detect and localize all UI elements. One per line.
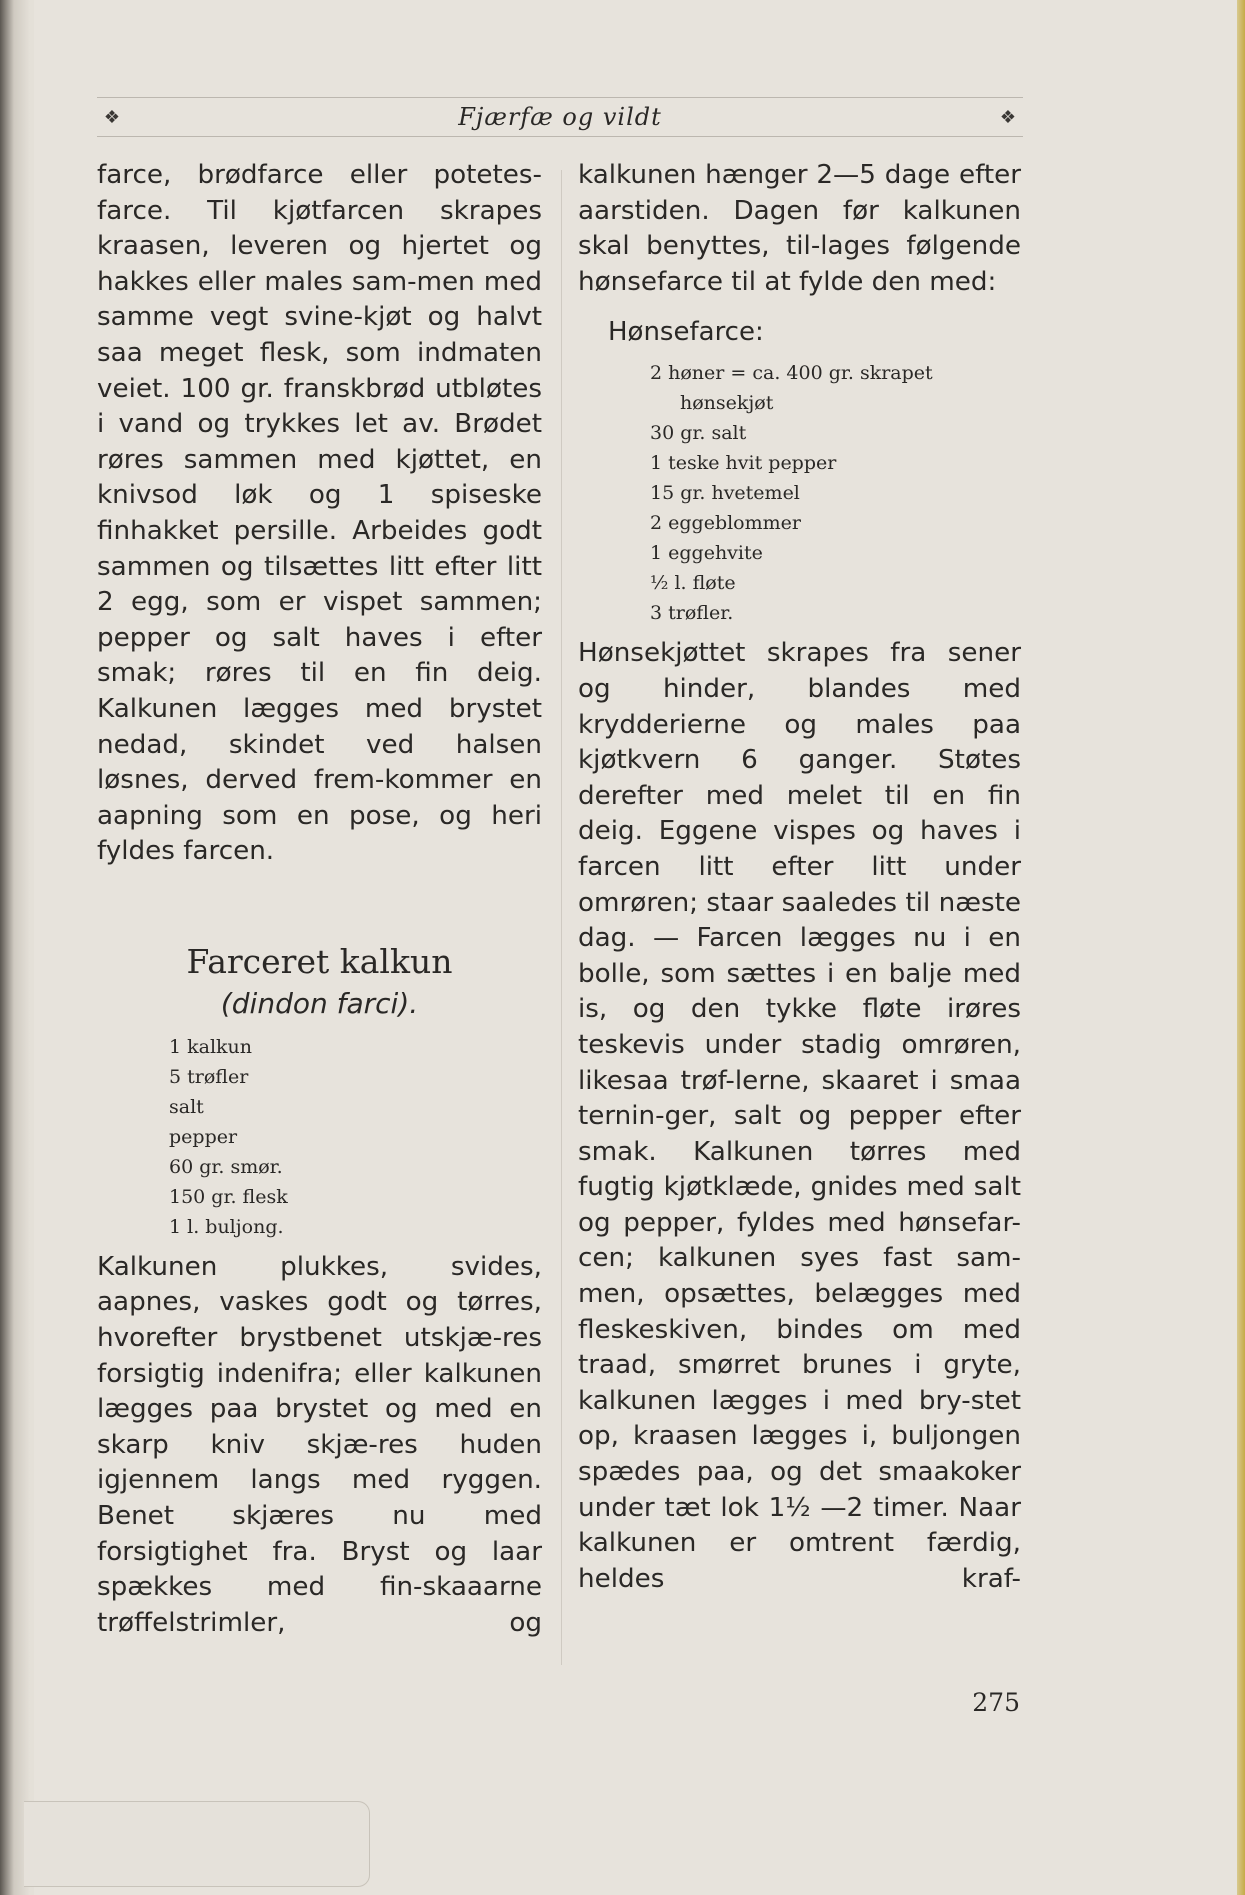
list-item: 60 gr. smør.	[169, 1155, 283, 1178]
list-item: salt	[169, 1095, 204, 1118]
book-binding-edge	[0, 0, 34, 1895]
list-item: 150 gr. flesk	[169, 1185, 288, 1208]
page-gilt-edge	[1237, 0, 1245, 1895]
list-item: 1 l. buljong.	[169, 1215, 284, 1238]
list-item: hønsekjøt	[680, 392, 774, 415]
list-item: 2 høner = ca. 400 gr. skrapet	[650, 362, 933, 385]
list-item: 1 kalkun	[169, 1035, 253, 1058]
ornament-right-icon: ❖	[999, 106, 1017, 128]
ingredient-list	[97, 1032, 542, 1242]
ornament-left-icon: ❖	[103, 106, 121, 128]
intro-paragraph: farce, brødfarce eller potetes-farce. Til kjøtfarcen skrapes kraasen, leveren og hjertet og hakkes eller males sam-men med samme vegt svine-kjøt og halvt saa meget flesk, som indmaten veiet. 100 gr. franskbrød utbløtes i vand og trykkes let av. Brødet røres sammen med kjøttet, en knivsod løk og 1 spiseske finhakket persille. Arbeides godt sammen og tilsættes litt efter litt 2 egg, som er vispet sammen; pepper og salt haves i efter smak; røres til en fin deig. Kalkunen lægges med brystet nedad, skindet ved halsen løsnes, derved frem-kommer en aapning som en pose, og heri fyldes farcen.	[97, 160, 542, 867]
list-item: 3 trøfler.	[650, 602, 734, 625]
list-item: 1 eggehvite	[650, 542, 763, 565]
right-column	[578, 158, 1021, 1597]
list-item: 30 gr. salt	[650, 422, 747, 445]
list-item: 5 trøfler	[169, 1065, 249, 1088]
recipe-subtitle: (dindon farci).	[220, 986, 419, 1020]
running-header	[97, 97, 1023, 137]
running-title: Fjærfæ og vildt	[458, 103, 662, 131]
subheading: Hønsefarce:	[608, 317, 764, 348]
list-item: 15 gr. hvetemel	[650, 482, 800, 505]
page-corner-tab	[24, 1801, 370, 1887]
method-paragraph: Hønsekjøttet skrapes fra sener og hinder, blandes med krydderierne og males paa kjøtkvern 6 ganger. Støtes derefter med melet til en fin deig. Eggene vispes og haves i farcen litt efter litt under omrøren; staar saaledes til næste dag. — Farcen lægges nu i en bolle, som sættes i en balje med is, og den tykke fløte irøres teskevis under stadig omrøren, likesaa trøf-lerne, skaaret i smaa ternin-ger, salt og pepper efter smak. Kalkunen tørres med fugtig kjøtklæde, gnides med salt og pepper, fyldes med hønsefar-cen; kalkunen syes fast sam-men, opsættes, belægges med fleskeskiven, bindes om med traad, smørret brunes i gryte, kalkunen lægges i med bry-stet op, kraasen lægges i, buljongen spædes paa, og det smaakoker under tæt lok 1½ —2 timer. Naar kalkunen er omtrent færdig, heldes kraf-	[578, 638, 1021, 1594]
recipe-title: Farceret kalkun	[186, 941, 453, 981]
method-paragraph: Kalkunen plukkes, svides, aapnes, vaskes godt og tørres, hvorefter brystbenet utskjæ-res forsigtig indenifra; eller kalkunen lægges paa brystet og med en skarp kniv skjæ-res huden igjennem langs med ryggen. Benet skjæres nu med forsigtighet fra. Bryst og laar spækkes med fin-skaaarne trøffelstrimler, og	[97, 1251, 542, 1638]
page-number: 275	[972, 1688, 1020, 1717]
list-item: 2 eggeblommer	[650, 512, 801, 535]
intro-paragraph: kalkunen hænger 2—5 dage efter aarstiden. Dagen før kalkunen skal benyttes, til-lages følgende hønsefarce til at fylde den med:	[578, 160, 1021, 297]
left-column	[97, 158, 542, 1641]
list-item: 1 teske hvit pepper	[650, 452, 837, 475]
column-divider	[561, 170, 562, 1665]
list-item: ½ l. fløte	[650, 572, 736, 595]
list-item: pepper	[169, 1125, 238, 1148]
ingredient-list	[578, 358, 1021, 628]
